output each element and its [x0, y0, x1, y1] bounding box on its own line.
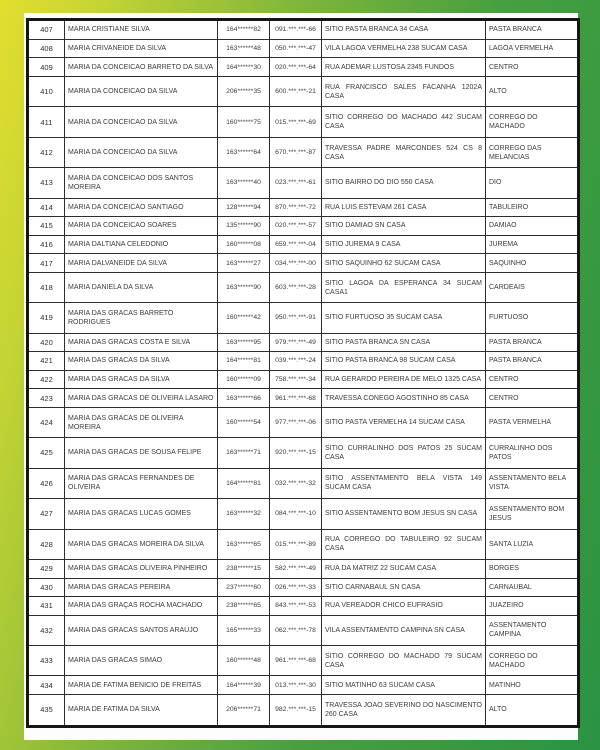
cpf-masked-cell: 020.***.***-57 — [270, 217, 322, 236]
table-row — [28, 254, 579, 273]
address-cell: SITIO FURTUOSO 35 SUCAM CASA — [322, 303, 486, 333]
cpf-masked-cell: 020.***.***-64 — [270, 58, 322, 77]
name-cell: MARIA DANIELA DA SILVA — [65, 272, 218, 302]
name-cell: MARIA DAS GRACAS SANTOS ARAUJO — [65, 615, 218, 645]
district-cell: PASTA BRANCA — [486, 333, 579, 352]
row-number-cell: 416 — [28, 235, 65, 254]
nis-masked-cell: 206******35 — [218, 76, 270, 106]
records-table-body — [28, 20, 579, 727]
nis-masked-cell: 163******66 — [218, 389, 270, 408]
nis-masked-cell: 135******90 — [218, 217, 270, 236]
address-cell: TRAVESSA CONEGO AGOSTINHO 85 CASA — [322, 389, 486, 408]
table-row — [28, 20, 579, 40]
district-cell: CENTRO — [486, 389, 579, 408]
table-row — [28, 272, 579, 302]
name-cell: MARIA DA CONCEICAO DA SILVA — [65, 107, 218, 137]
name-cell: MARIA DA CONCEICAO DOS SANTOS MOREIRA — [65, 168, 218, 198]
row-number-cell: 411 — [28, 107, 65, 137]
table-row — [28, 694, 579, 726]
nis-masked-cell: 160******54 — [218, 407, 270, 437]
nis-masked-cell: 163******95 — [218, 333, 270, 352]
cpf-masked-cell: 961.***.***-68 — [270, 646, 322, 676]
row-number-cell: 432 — [28, 615, 65, 645]
address-cell: VILA ASSENTAMENTO CAMPINA SN CASA — [322, 615, 486, 645]
address-cell: SITIO BAIRRO DO DIO 550 CASA — [322, 168, 486, 198]
row-number-cell: 409 — [28, 58, 65, 77]
table-row — [28, 468, 579, 498]
row-number-cell: 428 — [28, 529, 65, 559]
nis-masked-cell: 165******33 — [218, 615, 270, 645]
name-cell: MARIA DAS GRACAS DE OLIVEIRA LASARO — [65, 389, 218, 408]
nis-masked-cell: 163******27 — [218, 254, 270, 273]
district-cell: CORREGO DO MACHADO — [486, 107, 579, 137]
table-row — [28, 499, 579, 529]
cpf-masked-cell: 843.***.***-53 — [270, 597, 322, 616]
nis-masked-cell: 160******42 — [218, 303, 270, 333]
address-cell: SITIO PASTA VERMELHA 14 SUCAM CASA — [322, 407, 486, 437]
address-cell: SITIO CORREGO DO MACHADO 442 SUCAM CASA — [322, 107, 486, 137]
address-cell: VILA LAGOA VERMELHA 238 SUCAM CASA — [322, 39, 486, 58]
row-number-cell: 422 — [28, 370, 65, 389]
row-number-cell: 414 — [28, 198, 65, 217]
table-row — [28, 370, 579, 389]
district-cell: BORGES — [486, 559, 579, 578]
table-row — [28, 597, 579, 616]
cpf-masked-cell: 015.***.***-89 — [270, 529, 322, 559]
district-cell: LAGOA VERMELHA — [486, 39, 579, 58]
table-row — [28, 559, 579, 578]
district-cell: SANTA LUZIA — [486, 529, 579, 559]
cpf-masked-cell: 091.***.***-66 — [270, 20, 322, 40]
table-row — [28, 407, 579, 437]
nis-masked-cell: 163******64 — [218, 137, 270, 167]
cpf-masked-cell: 670.***.***-87 — [270, 137, 322, 167]
district-cell: FURTUOSO — [486, 303, 579, 333]
name-cell: MARIA DA CONCEICAO SANTIAGO — [65, 198, 218, 217]
address-cell: TRAVESSA PADRE MARCONDES 524 CS 8 CASA — [322, 137, 486, 167]
district-cell: CENTRO — [486, 58, 579, 77]
address-cell: SITIO MATINHO 63 SUCAM CASA — [322, 676, 486, 695]
address-cell: SITIO DAMIAO SN CASA — [322, 217, 486, 236]
name-cell: MARIA DAS GRACAS MOREIRA DA SILVA — [65, 529, 218, 559]
district-cell: MATINHO — [486, 676, 579, 695]
nis-masked-cell: 164******30 — [218, 58, 270, 77]
nis-masked-cell: 164******81 — [218, 468, 270, 498]
nis-masked-cell: 237******60 — [218, 578, 270, 597]
cpf-masked-cell: 977.***.***-06 — [270, 407, 322, 437]
table-row — [28, 333, 579, 352]
row-number-cell: 427 — [28, 499, 65, 529]
district-cell: PASTA BRANCA — [486, 352, 579, 371]
cpf-masked-cell: 084.***.***-10 — [270, 499, 322, 529]
cpf-masked-cell: 032.***.***-32 — [270, 468, 322, 498]
nis-masked-cell: 164******81 — [218, 352, 270, 371]
cpf-masked-cell: 603.***.***-28 — [270, 272, 322, 302]
district-cell: ASSENTAMENTO CAMPINA — [486, 615, 579, 645]
nis-masked-cell: 163******32 — [218, 499, 270, 529]
nis-masked-cell: 164******39 — [218, 676, 270, 695]
nis-masked-cell: 160******08 — [218, 235, 270, 254]
row-number-cell: 435 — [28, 694, 65, 726]
cpf-masked-cell: 582.***.***-49 — [270, 559, 322, 578]
address-cell: SITIO PASTA BRANCA 98 SUCAM CASA — [322, 352, 486, 371]
table-row — [28, 529, 579, 559]
row-number-cell: 415 — [28, 217, 65, 236]
address-cell: RUA LUIS ESTEVAM 261 CASA — [322, 198, 486, 217]
address-cell: RUA VEREADOR CHICO EUFRASIO — [322, 597, 486, 616]
cpf-masked-cell: 034.***.***-00 — [270, 254, 322, 273]
cpf-masked-cell: 039.***.***-24 — [270, 352, 322, 371]
nis-masked-cell: 163******90 — [218, 272, 270, 302]
address-cell: TRAVESSA JOAO SEVERINO DO NASCIMENTO 260 CASA — [322, 694, 486, 726]
name-cell: MARIA DAS GRACAS LUCAS GOMES — [65, 499, 218, 529]
name-cell: MARIA CRISTIANE SILVA — [65, 20, 218, 40]
name-cell: MARIA DAS GRACAS DA SILVA — [65, 370, 218, 389]
table-row — [28, 646, 579, 676]
row-number-cell: 417 — [28, 254, 65, 273]
name-cell: MARIA DAS GRACAS FERNANDES DE OLIVEIRA — [65, 468, 218, 498]
table-row — [28, 217, 579, 236]
row-number-cell: 408 — [28, 39, 65, 58]
name-cell: MARIA DAS GRACAS PEREIRA — [65, 578, 218, 597]
district-cell: CORREGO DAS MELANCIAS — [486, 137, 579, 167]
cpf-masked-cell: 659.***.***-04 — [270, 235, 322, 254]
name-cell: MARIA DA CONCEICAO BARRETO DA SILVA — [65, 58, 218, 77]
address-cell: SITIO PASTA BRANCA SN CASA — [322, 333, 486, 352]
row-number-cell: 420 — [28, 333, 65, 352]
row-number-cell: 421 — [28, 352, 65, 371]
row-number-cell: 419 — [28, 303, 65, 333]
cpf-masked-cell: 961.***.***-68 — [270, 389, 322, 408]
name-cell: MARIA CRIVANEIDE DA SILVA — [65, 39, 218, 58]
district-cell: CORREGO DO MACHADO — [486, 646, 579, 676]
district-cell: JUREMA — [486, 235, 579, 254]
name-cell: MARIA DAS GRACAS OLIVEIRA PINHEIRO — [65, 559, 218, 578]
table-row — [28, 58, 579, 77]
name-cell: MARIA DA CONCEICAO DA SILVA — [65, 76, 218, 106]
district-cell: CURRALINHO DOS PATOS — [486, 438, 579, 468]
name-cell: MARIA DAS GRACAS DA SILVA — [65, 352, 218, 371]
row-number-cell: 430 — [28, 578, 65, 597]
name-cell: MARIA DAS GRAÇAS ROCHA MACHADO — [65, 597, 218, 616]
district-cell: JUAZEIRO — [486, 597, 579, 616]
address-cell: SITIO CURRALINHO DOS PATOS 25 SUCAM CASA — [322, 438, 486, 468]
cpf-masked-cell: 026.***.***-33 — [270, 578, 322, 597]
cpf-masked-cell: 982.***.***-15 — [270, 694, 322, 726]
row-number-cell: 424 — [28, 407, 65, 437]
name-cell: MARIA DALVANEIDE DA SILVA — [65, 254, 218, 273]
table-row — [28, 676, 579, 695]
district-cell: CARDEAIS — [486, 272, 579, 302]
address-cell: SITIO SAQUINHO 62 SUCAM CASA — [322, 254, 486, 273]
district-cell: PASTA BRANCA — [486, 20, 579, 40]
nis-masked-cell: 206******71 — [218, 694, 270, 726]
nis-masked-cell: 160******09 — [218, 370, 270, 389]
table-row — [28, 198, 579, 217]
cpf-masked-cell: 950.***.***-91 — [270, 303, 322, 333]
name-cell: MARIA DAS GRACAS DE OLIVEIRA MOREIRA — [65, 407, 218, 437]
beneficiaries-table — [26, 18, 580, 728]
address-cell: SITIO CARNABAUL SN CASA — [322, 578, 486, 597]
nis-masked-cell: 163******71 — [218, 438, 270, 468]
table-row — [28, 235, 579, 254]
nis-masked-cell: 160******48 — [218, 646, 270, 676]
scanned-document-sheet — [24, 13, 578, 740]
nis-masked-cell: 163******40 — [218, 168, 270, 198]
name-cell: MARIA DAS GRACAS COSTA E SILVA — [65, 333, 218, 352]
table-row — [28, 107, 579, 137]
cpf-masked-cell: 758.***.***-34 — [270, 370, 322, 389]
table-row — [28, 389, 579, 408]
nis-masked-cell: 238******65 — [218, 597, 270, 616]
cpf-masked-cell: 015.***.***-69 — [270, 107, 322, 137]
row-number-cell: 426 — [28, 468, 65, 498]
cpf-masked-cell: 023.***.***-61 — [270, 168, 322, 198]
table-row — [28, 438, 579, 468]
district-cell: DAMIAO — [486, 217, 579, 236]
row-number-cell: 434 — [28, 676, 65, 695]
nis-masked-cell: 128******94 — [218, 198, 270, 217]
name-cell: MARIA DA CONCEICAO SOARES — [65, 217, 218, 236]
row-number-cell: 425 — [28, 438, 65, 468]
nis-masked-cell: 160******75 — [218, 107, 270, 137]
district-cell: ALTO — [486, 694, 579, 726]
district-cell: ALTO — [486, 76, 579, 106]
row-number-cell: 423 — [28, 389, 65, 408]
district-cell: CARNAUBAL — [486, 578, 579, 597]
address-cell: SITIO JUREMA 9 CASA — [322, 235, 486, 254]
name-cell: MARIA DE FATIMA BENICIO DE FREITAS — [65, 676, 218, 695]
cpf-masked-cell: 870.***.***-72 — [270, 198, 322, 217]
name-cell: MARIA DAS GRACAS SIMAO — [65, 646, 218, 676]
cpf-masked-cell: 013.***.***-30 — [270, 676, 322, 695]
table-row — [28, 168, 579, 198]
table-row — [28, 39, 579, 58]
district-cell: SAQUINHO — [486, 254, 579, 273]
row-number-cell: 429 — [28, 559, 65, 578]
address-cell: SITIO LAGOA DA ESPERANCA 34 SUCAM CASA1 — [322, 272, 486, 302]
cpf-masked-cell: 600.***.***-21 — [270, 76, 322, 106]
cpf-masked-cell: 050.***.***-47 — [270, 39, 322, 58]
address-cell: SITIO ASSENTAMENTO BELA VISTA 149 SUCAM CASA — [322, 468, 486, 498]
table-row — [28, 303, 579, 333]
nis-masked-cell: 163******65 — [218, 529, 270, 559]
cpf-masked-cell: 920.***.***-15 — [270, 438, 322, 468]
row-number-cell: 431 — [28, 597, 65, 616]
district-cell: CENTRO — [486, 370, 579, 389]
address-cell: RUA ADEMAR LUSTOSA 2345 FUNDOS — [322, 58, 486, 77]
table-row — [28, 76, 579, 106]
table-row — [28, 352, 579, 371]
district-cell: ASSENTAMENTO BELA VISTA — [486, 468, 579, 498]
name-cell: MARIA DE FATIMA DA SILVA — [65, 694, 218, 726]
name-cell: MARIA DA CONCEICAO DA SILVA — [65, 137, 218, 167]
address-cell: SITIO PASTA BRANCA 34 CASA — [322, 20, 486, 40]
name-cell: MARIA DAS GRACAS BARRETO RODRIGUES — [65, 303, 218, 333]
address-cell: RUA CORREGO DO TABULEIRO 92 SUCAM CASA — [322, 529, 486, 559]
address-cell: RUA DA MATRIZ 22 SUCAM CASA — [322, 559, 486, 578]
nis-masked-cell: 164******82 — [218, 20, 270, 40]
row-number-cell: 418 — [28, 272, 65, 302]
table-row — [28, 615, 579, 645]
district-cell: PASTA VERMELHA — [486, 407, 579, 437]
table-row — [28, 578, 579, 597]
row-number-cell: 412 — [28, 137, 65, 167]
name-cell: MARIA DAS GRACAS DE SOUSA FELIPE — [65, 438, 218, 468]
table-row — [28, 137, 579, 167]
nis-masked-cell: 163******48 — [218, 39, 270, 58]
cpf-masked-cell: 062.***.***-78 — [270, 615, 322, 645]
row-number-cell: 407 — [28, 20, 65, 40]
address-cell: SITIO CORREGO DO MACHADO 79 SUCAM CASA — [322, 646, 486, 676]
cpf-masked-cell: 979.***.***-49 — [270, 333, 322, 352]
nis-masked-cell: 238******15 — [218, 559, 270, 578]
address-cell: RUA GERARDO PEREIRA DE MELO 1325 CASA — [322, 370, 486, 389]
district-cell: DIO — [486, 168, 579, 198]
row-number-cell: 433 — [28, 646, 65, 676]
row-number-cell: 413 — [28, 168, 65, 198]
address-cell: SITIO ASSENTAMENTO BOM JESUS SN CASA — [322, 499, 486, 529]
district-cell: ASSENTAMENTO BOM JESUS — [486, 499, 579, 529]
name-cell: MARIA DALTIANA CELEDONIO — [65, 235, 218, 254]
district-cell: TABULEIRO — [486, 198, 579, 217]
address-cell: RUA FRANCISCO SALES FACANHA 1202A CASA — [322, 76, 486, 106]
row-number-cell: 410 — [28, 76, 65, 106]
